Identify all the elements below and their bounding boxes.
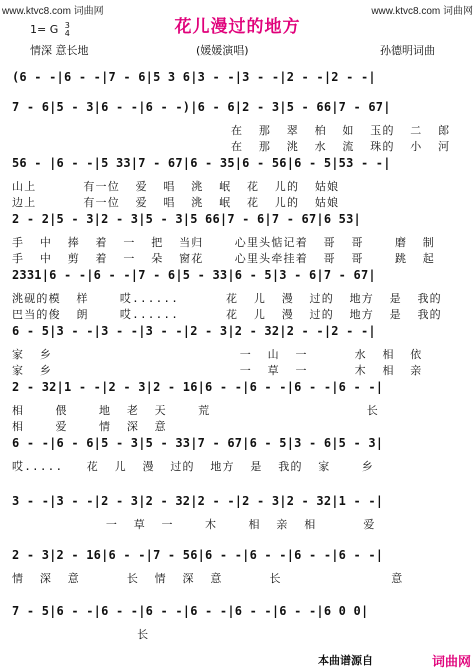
lyric-line: 边上 有一位 爱 唱 洮 岷 花 儿的 姑娘 (12, 196, 340, 209)
lyric-line: 哎..... 花 儿 漫 过的 地方 是 我的 家 乡 (12, 460, 374, 473)
notation-row: (6 - -|6 - -|7 - 6|5 3 6|3 - -|3 - -|2 - -|2 - -| (12, 70, 376, 84)
composer-credit: 孙德明词曲 (380, 44, 435, 57)
notation-row: 2331|6 - -|6 - -|7 - 6|5 - 33|6 - 5|3 - 6|7 - 67| (12, 268, 376, 282)
key-signature (30, 22, 70, 38)
lyric-line: 家 乡 一 草 一 木 相 亲 (12, 364, 423, 377)
lyric-line: 洮砚的模 样 哎...... 花 儿 漫 过的 地方 是 我的 (12, 292, 442, 305)
singer-credit: (媛媛演唱) (196, 44, 249, 57)
lyric-line: 山上 有一位 爱 唱 洮 岷 花 儿的 姑娘 (12, 180, 340, 193)
notation-row: 3 - -|3 - -|2 - 3|2 - 32|2 - -|2 - 3|2 - 32|1 - -| (12, 494, 384, 508)
watermark-right: www.ktvc8.com 词曲网 (371, 6, 473, 17)
lyric-line: 家 乡 一 山 一 水 相 依 (12, 348, 423, 361)
time-sig-top: 3 (64, 21, 70, 30)
lyric-line: 一 草 一 木 相 亲 相 爱 (12, 518, 376, 531)
time-signature (65, 22, 70, 38)
notation-row: 6 - 5|3 - -|3 - -|3 - -|2 - 3|2 - 32|2 - -|2 - -| (12, 324, 376, 338)
notation-row: 7 - 5|6 - -|6 - -|6 - -|6 - -|6 - -|6 - -|6 0 0| (12, 604, 369, 618)
notation-row: 6 - -|6 - 6|5 - 3|5 - 33|7 - 67|6 - 5|3 - 6|5 - 3| (12, 436, 384, 450)
lyric-line: 手 中 捧 着 一 把 当归 心里头惦记着 哥 哥 磨 制 (12, 236, 435, 249)
notation-row: 2 - 3|2 - 16|6 - -|7 - 56|6 - -|6 - -|6 - -|6 - -| (12, 548, 384, 562)
lyric-line: 长 (12, 628, 150, 641)
lyric-line: 巴当的俊 朗 哎...... 花 儿 漫 过的 地方 是 我的 (12, 308, 442, 321)
time-sig-bottom: 4 (64, 29, 70, 38)
lyric-line: 在 那 翠 柏 如 玉的 二 郎 (12, 124, 451, 137)
lyric-line: 相 偎 地 老 天 荒 长 (12, 404, 380, 417)
song-title: 花儿漫过的地方 (174, 17, 301, 37)
source-note: 本曲谱源自 (318, 654, 373, 667)
lyric-line: 相 爱 情 深 意 (12, 420, 167, 433)
lyric-line: 在 那 洮 水 流 珠的 小 河 (12, 140, 451, 153)
key-label: 1= G (30, 23, 59, 36)
notation-row: 2 - 2|5 - 3|2 - 3|5 - 3|5 66|7 - 6|7 - 67|6 53| (12, 212, 361, 226)
notation-row: 2 - 32|1 - -|2 - 3|2 - 16|6 - -|6 - -|6 - -|6 - -| (12, 380, 384, 394)
mood-marking: 情深 意长地 (30, 44, 89, 57)
watermark-left: www.ktvc8.com 词曲网 (2, 6, 104, 17)
lyric-line: 情 深 意 长 情 深 意 长 意 (12, 572, 404, 585)
lyric-line: 手 中 剪 着 一 朵 窗花 心里头牵挂着 哥 哥 跳 起 (12, 252, 435, 265)
notation-row: 7 - 6|5 - 3|6 - -|6 - -)|6 - 6|2 - 3|5 - 66|7 - 67| (12, 100, 391, 114)
notation-row: 56 - |6 - -|5 33|7 - 67|6 - 35|6 - 56|6 - 5|53 - -| (12, 156, 391, 170)
site-logo: 词曲网 (431, 655, 471, 670)
